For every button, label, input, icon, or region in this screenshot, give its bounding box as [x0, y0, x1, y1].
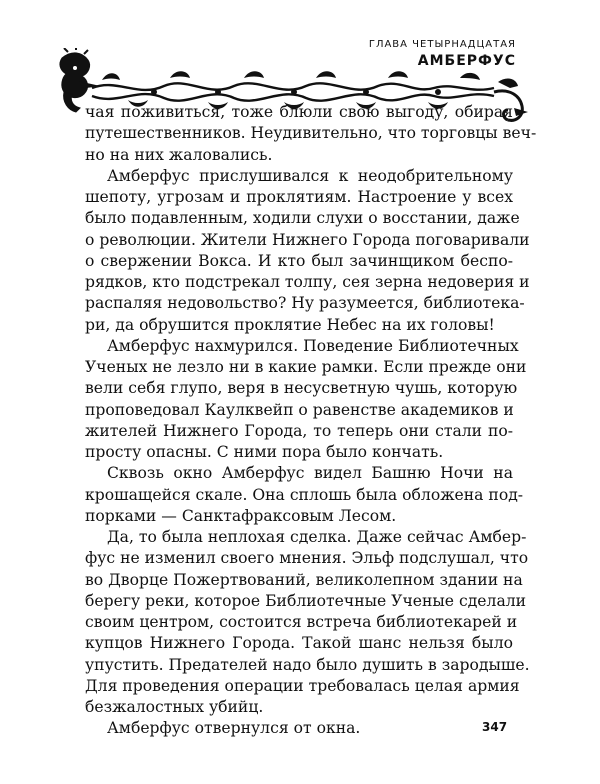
text-line: Сквозь окно Амберфус видел Башню Ночи на [107, 464, 513, 483]
text-line: крошащейся скале. Она сплошь была обложена под- [85, 485, 524, 504]
text-line: упустить. Предателей надо было душить в зародыше. [85, 655, 530, 674]
text-line: было подавленным, ходили слухи о восстании, даже [85, 209, 520, 228]
text-line: просту опасны. С ними пора было кончать. [85, 443, 444, 461]
text-line: своим центром, состоится встреча библиотекарей и [85, 613, 518, 631]
text-line: Ученых не лезло ни в какие рамки. Если прежде они [85, 358, 527, 376]
text-line: о революции. Жители Нижнего Города поговаривали [85, 230, 530, 249]
text-line: вели себя глупо, веря в несусветную чушь, которую [85, 379, 518, 398]
text-line: распаляя недовольство? Ну разумеется, библиотека- [85, 294, 525, 313]
page-number: 347 [482, 720, 508, 734]
body-text [85, 102, 537, 740]
text-line: чая поживиться, тоже блюли свою выгоду, обирая [85, 103, 513, 121]
text-line: жителей Нижнего Города, то теперь они стали по- [85, 421, 513, 440]
text-line: но на них жаловались. [85, 145, 273, 164]
text-line: порками — Санктафраксовым Лесом. [85, 506, 397, 525]
paragraph-5 [85, 527, 530, 718]
chapter-title: АМБЕРФУС [417, 53, 516, 69]
text-line: шепоту, угрозам и проклятиям. Настроение у всех [85, 188, 513, 206]
text-line: Для проведения операции требовалась целая армия [85, 676, 520, 695]
paragraph-3 [85, 336, 527, 464]
text-line: безжалостных убийц. [85, 698, 264, 716]
text-line: Амберфус нахмурился. Поведение Библиотечных [107, 336, 519, 355]
text-line: проповедовал Каулквейп о равенстве академиков и [85, 400, 514, 419]
paragraph-2 [85, 166, 530, 336]
text-line: рядков, кто подстрекал толпу, сея зерна недоверия и [85, 273, 530, 291]
text-line: фус не изменил своего мнения. Эльф подслушал, что [85, 549, 529, 568]
text-line: во Дворце Пожертвований, великолепном здании на [85, 570, 523, 589]
text-line: ри, да обрушится проклятие Небес на их головы! [85, 315, 495, 334]
text-line: Амберфус отвернулся от окна. [107, 719, 361, 738]
paragraph-4 [85, 463, 524, 527]
text-line: о свержении Вокса. И кто был зачинщиком беспо- [85, 251, 513, 270]
text-line: купцов Нижнего Города. Такой шанс нельзя было [85, 634, 513, 653]
chapter-label: ГЛАВА ЧЕТЫРНАДЦАТАЯ [368, 39, 516, 50]
text-line: Да, то была неплохая сделка. Даже сейчас Амбер- [107, 528, 527, 546]
text-line: берегу реки, которое Библиотечные Ученые сделали [85, 591, 527, 610]
paragraph-1 [85, 102, 537, 166]
text-line: путешественников. Неудивительно, что торговцы веч- [85, 124, 537, 143]
paragraph-6 [85, 718, 513, 739]
text-line: Амберфус прислушивался к неодобрительному [107, 166, 513, 185]
